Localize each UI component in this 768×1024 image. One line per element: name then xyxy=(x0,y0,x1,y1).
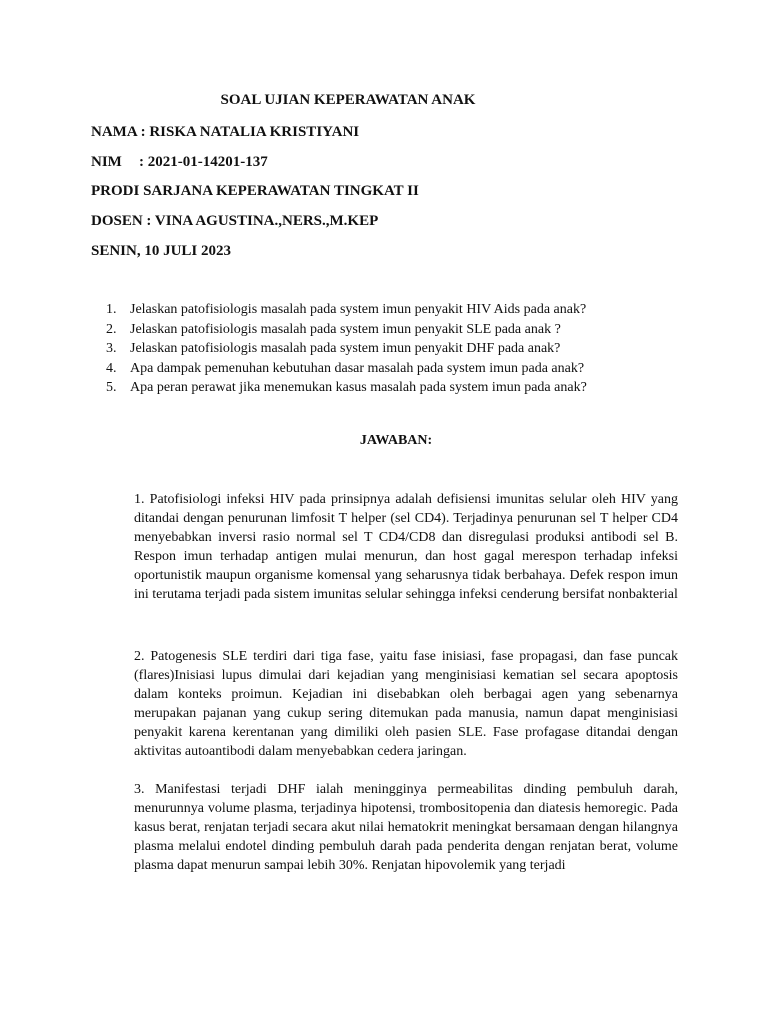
question-item: 1. Jelaskan patofisiologis masalah pada system imun penyakit HIV Aids pada anak? xyxy=(106,302,587,317)
question-item: 2. Jelaskan patofisiologis masalah pada system imun penyakit SLE pada anak ? xyxy=(106,321,561,337)
question-item: 4. Apa dampak pemenuhan kebutuhan dasar masalah pada system imun pada anak? xyxy=(106,360,585,376)
answer-paragraph: 1. Patofisiologi infeksi HIV pada prinsipnya adalah defisiensi imunitas selular oleh HIV yang ditandai dengan penurunan limfosit T helper (sel CD4). Terjadinya penurunan sel T helper CD4 menyebabkan inversi rasio normal sel T CD4/CD8 dan disregulasi produksi antibodi sel B. Respon imun terhadap antigen mulai menurun, dan host gagal merespon terhadap infeksi oportunistik maupun organisme komensal yang seharusnya tidak berbahaya. Defek respon imun ini terutama terjadi pada sistem imunitas selular sehingga infeksi cenderung bersifat nonbakterial xyxy=(134,492,678,602)
question-item: 3. Jelaskan patofisiologis masalah pada system imun penyakit DHF pada anak? xyxy=(106,341,561,356)
question-item: 5. Apa peran perawat jika menemukan kasus masalah pada system imun pada anak? xyxy=(106,380,587,395)
answer-paragraph: 2. Patogenesis SLE terdiri dari tiga fase, yaitu fase inisiasi, fase propagasi, dan fase puncak (flares)Inisiasi lupus dimulai dari kejadian yang menginisiasi kematian sel secara apoptosis dalam konteks proimun. Kejadian ini disebabkan oleh berbagai agen yang sebenarnya merupakan pajanan yang cukup sering ditemukan pada manusia, namun dapat menginisiasi penyakit karena kerentanan yang dimiliki oleh pasien SLE. Fase profagase ditandai dengan aktivitas autoantibodi dalam menyebabkan cedera jaringan. xyxy=(134,649,678,759)
nim-value: : 2021-01-14201-137 xyxy=(139,154,268,170)
lecturer: DOSEN : VINA AGUSTINA.,NERS.,M.KEP xyxy=(91,213,379,229)
exam-date: SENIN, 10 JULI 2023 xyxy=(91,243,232,259)
answers-heading: JAWABAN: xyxy=(359,433,433,448)
study-program: PRODI SARJANA KEPERAWATAN TINGKAT II xyxy=(91,183,419,199)
student-name: NAMA : RISKA NATALIA KRISTIYANI xyxy=(91,124,360,140)
student-nim xyxy=(91,154,268,171)
document-title: SOAL UJIAN KEPERAWATAN ANAK xyxy=(220,92,476,108)
nim-label: NIM xyxy=(91,154,122,170)
answer-paragraph: 3. Manifestasi terjadi DHF ialah meningginya permeabilitas dinding pembuluh darah, menurunnya volume plasma, terjadinya hipotensi, trombositopenia dan diatesis hemoregic. Pada kasus berat, renjatan terjadi secara akut nilai hematokrit meningkat bersamaan dengan hilangnya plasma melalui endotel dinding pembuluh darah pada penderita dengan renjatan berat, volume plasma dapat menurun sampai lebih 30%. Renjatan hipovolemik yang terjadi xyxy=(134,782,678,873)
question-list xyxy=(106,300,587,398)
